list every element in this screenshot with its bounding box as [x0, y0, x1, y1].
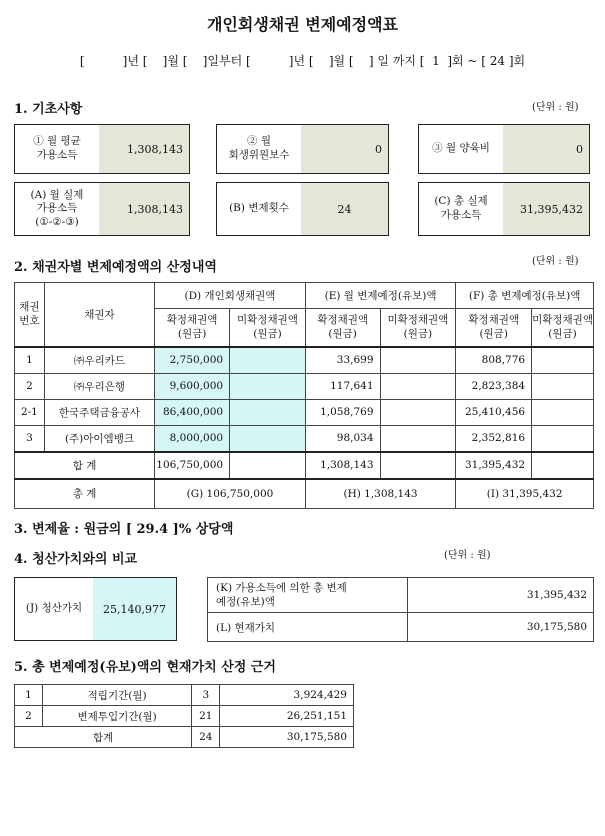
k-value: 31,395,432	[407, 578, 593, 613]
box-label: (B) 변제횟수	[229, 202, 289, 215]
row-creditor: 한국주택금융공사	[44, 399, 154, 425]
header-d: (D) 개인회생채권액	[155, 283, 306, 309]
box-value: 31,395,432	[503, 183, 589, 235]
row-e-confirmed: 33,699	[305, 347, 380, 374]
row-no: 2	[15, 706, 43, 727]
sum-f-confirmed: 31,395,432	[456, 452, 532, 479]
header-creditor: 채권자	[44, 283, 154, 347]
row-months: 3	[192, 685, 220, 706]
sum-months: 24	[192, 727, 220, 748]
sum-d-confirmed: 106,750,000	[155, 452, 230, 479]
row-f-confirmed: 808,776	[456, 347, 532, 374]
box-trustee-fee	[216, 124, 389, 174]
box-label: ③ 월 양육비	[432, 142, 490, 155]
box-label: (C) 총 실제 가용소득	[434, 195, 488, 221]
header-e: (E) 월 변제예정(유보)액	[305, 283, 455, 309]
section5-heading: 5. 총 변제예정(유보)액의 현재가치 산정 근거	[14, 660, 276, 675]
box-child-support	[418, 124, 590, 174]
row-d-confirmed: 8,000,000	[155, 425, 230, 452]
row-label: 적립기간(월)	[42, 685, 191, 706]
sum-row	[15, 727, 354, 748]
box-liquidation-value	[14, 577, 177, 641]
box-actual-income	[14, 182, 190, 236]
row-e-unconfirmed	[380, 425, 456, 452]
row-e-confirmed: 117,641	[305, 373, 380, 399]
box-label: ① 월 평균 가용소득	[33, 135, 81, 161]
table-row	[15, 347, 594, 374]
total-row	[15, 479, 594, 509]
box-label: (A) 월 실제 가용소득 (①-②-③)	[30, 188, 84, 228]
unit-label-2: (단위 : 원)	[532, 256, 579, 267]
section1-heading: 1. 기초사항	[14, 102, 83, 117]
repayment-period: [ ]년 [ ]월 [ ]일부터 [ ]년 [ ]월 [ ] 일 까지 [ 1 ]회 ~ [ 24 ]회	[79, 54, 526, 68]
row-f-confirmed: 2,823,384	[456, 373, 532, 399]
header-f: (F) 총 변제예정(유보)액	[456, 283, 594, 309]
table-row	[15, 399, 594, 425]
present-value-table	[14, 684, 354, 748]
box-value: 1,308,143	[99, 125, 189, 173]
table-row	[15, 425, 594, 452]
box-total-actual-income	[418, 182, 590, 236]
row-d-unconfirmed	[230, 399, 306, 425]
row-e-confirmed: 1,058,769	[305, 399, 380, 425]
table-row	[208, 578, 594, 613]
total-label: 총 계	[15, 479, 155, 509]
table-row	[15, 685, 354, 706]
sum-amount: 30,175,580	[220, 727, 354, 748]
box-value: 25,140,977	[93, 578, 176, 640]
box-value: 0	[301, 125, 388, 173]
total-g: (G) 106,750,000	[155, 479, 306, 509]
total-i: (I) 31,395,432	[456, 479, 594, 509]
row-no: 1	[15, 685, 43, 706]
row-no: 1	[15, 347, 45, 374]
row-f-confirmed: 25,410,456	[456, 399, 532, 425]
row-no: 2	[15, 373, 45, 399]
header-e-confirmed: 확정채권액 (원금)	[305, 309, 380, 347]
row-no: 2-1	[15, 399, 45, 425]
section2-heading: 2. 채권자별 변제예정액의 산정내역	[14, 260, 217, 275]
row-creditor: (주)아이엠뱅크	[44, 425, 154, 452]
header-f-unconfirmed: 미확정채권액 (원금)	[532, 309, 594, 347]
row-d-unconfirmed	[230, 347, 306, 374]
sum-row	[15, 452, 594, 479]
section4-heading: 4. 청산가치와의 비교	[14, 552, 138, 567]
header-no: 채권 번호	[15, 283, 45, 347]
header-e-unconfirmed: 미확정채권액 (원금)	[380, 309, 456, 347]
row-d-unconfirmed	[230, 425, 306, 452]
comparison-table	[207, 577, 594, 642]
table-row	[15, 706, 354, 727]
box-value: 24	[301, 183, 388, 235]
box-label: ② 월 회생위원보수	[228, 135, 290, 161]
row-f-unconfirmed	[532, 347, 594, 374]
row-f-unconfirmed	[532, 399, 594, 425]
box-value: 0	[503, 125, 589, 173]
row-no: 3	[15, 425, 45, 452]
sum-label: 합 계	[15, 452, 155, 479]
box-label: (J) 청산가치	[25, 602, 83, 615]
box-repayment-count	[216, 182, 389, 236]
table-row	[208, 613, 594, 642]
k-label: (K) 가용소득에 의한 총 변제 예정(유보)액	[208, 578, 408, 613]
total-h: (H) 1,308,143	[305, 479, 455, 509]
row-d-confirmed: 9,600,000	[155, 373, 230, 399]
row-d-unconfirmed	[230, 373, 306, 399]
row-amount: 3,924,429	[220, 685, 354, 706]
row-f-confirmed: 2,352,816	[456, 425, 532, 452]
row-d-confirmed: 2,750,000	[155, 347, 230, 374]
row-d-confirmed: 86,400,000	[155, 399, 230, 425]
section3-heading: 3. 변제율 : 원금의 [ 29.4 ]% 상당액	[14, 522, 234, 537]
sum-e-confirmed: 1,308,143	[305, 452, 380, 479]
row-amount: 26,251,151	[220, 706, 354, 727]
creditor-table	[14, 282, 594, 509]
unit-label-1: (단위 : 원)	[532, 102, 579, 113]
l-value: 30,175,580	[407, 613, 593, 642]
header-d-unconfirmed: 미확정채권액 (원금)	[230, 309, 306, 347]
row-creditor: ㈜우리은행	[44, 373, 154, 399]
header-d-confirmed: 확정채권액 (원금)	[155, 309, 230, 347]
sum-f-unconfirmed	[532, 452, 594, 479]
sum-label: 합계	[15, 727, 192, 748]
row-creditor: ㈜우리카드	[44, 347, 154, 374]
row-e-unconfirmed	[380, 399, 456, 425]
l-label: (L) 현재가치	[208, 613, 408, 642]
row-e-confirmed: 98,034	[305, 425, 380, 452]
page-title: 개인회생채권 변제예정액표	[206, 15, 399, 34]
row-months: 21	[192, 706, 220, 727]
sum-e-unconfirmed	[380, 452, 456, 479]
box-monthly-income	[14, 124, 190, 174]
box-value: 1,308,143	[99, 183, 189, 235]
header-f-confirmed: 확정채권액 (원금)	[456, 309, 532, 347]
unit-label-4: (단위 : 원)	[444, 550, 491, 561]
row-e-unconfirmed	[380, 373, 456, 399]
sum-d-unconfirmed	[230, 452, 306, 479]
row-f-unconfirmed	[532, 425, 594, 452]
row-e-unconfirmed	[380, 347, 456, 374]
table-row	[15, 373, 594, 399]
row-f-unconfirmed	[532, 373, 594, 399]
row-label: 변제투입기간(월)	[42, 706, 191, 727]
